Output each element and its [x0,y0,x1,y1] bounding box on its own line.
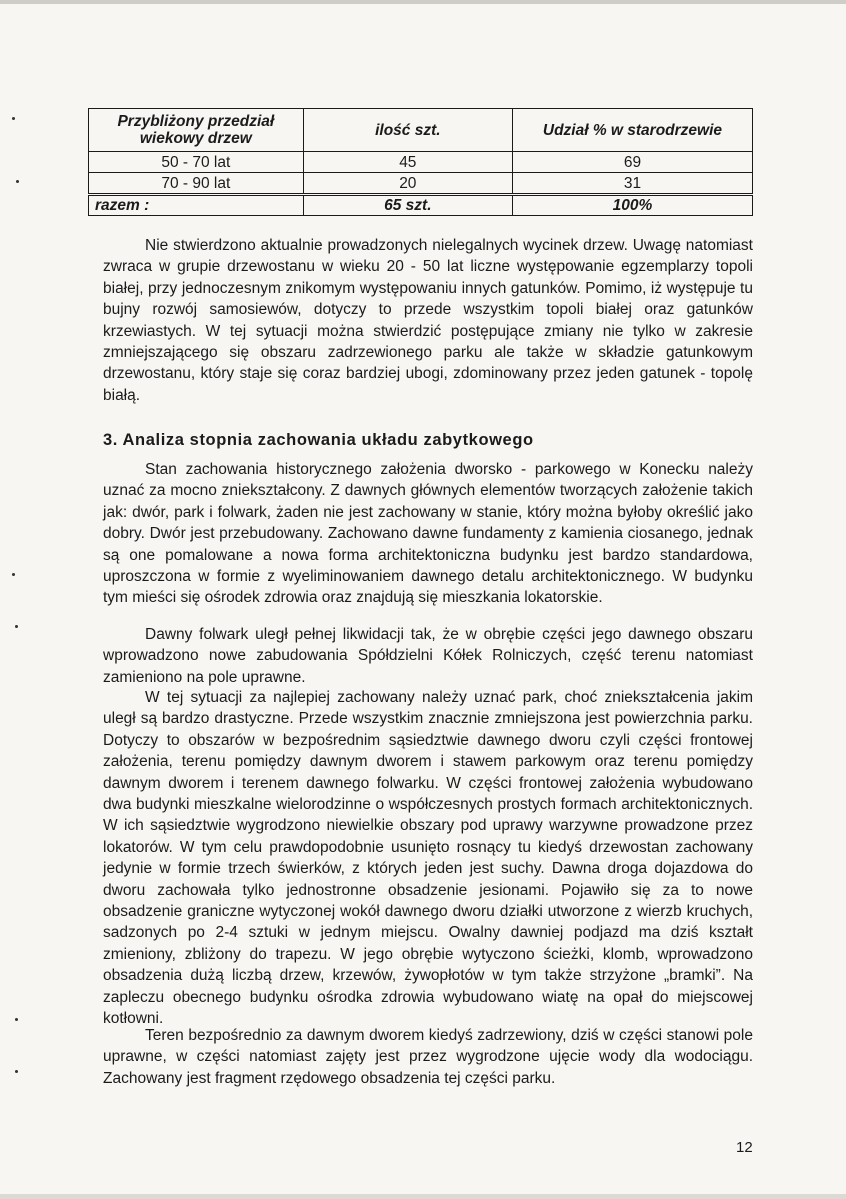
header-quantity: ilość szt. [303,109,512,152]
paragraph-text: Nie stwierdzono aktualnie prowadzonych nielegalnych wycinek drzew. Uwagę natomiast zwraca w grupie drzewostanu w wieku 20 - 50 lat liczne występowanie egzemplarzy topoli białej, przy jednoczesnym znikomym występowaniu innych gatunków. Pomimo, iż występuje tu bujny rozwój samosiewów, dotyczy to przede wszystkim topoli białej oraz gatunków krzewiastych. W tej sytuacji można stwierdzić postępujące zmiany nie tylko w zakresie zmniejszającego się obszaru zadrzewionego parku ale także w składzie gatunkowym drzewostanu, który staje się coraz bardziej ubogi, zdominowany przez jeden gatunek - topolę białą. [103,237,753,404]
cell-age-range: 70 - 90 lat [89,173,304,195]
paragraph-text: Stan zachowania historycznego założenia dworsko - parkowego w Konecku należy uznać za mocno zniekształcony. Z dawnych głównych elementów tworzących założenie takich jak: dwór, park i folwark, żaden nie jest zachowany w stanie, który można byłoby określić jako dobry. Dwór jest przebudowany. Zachowano dawne fundamenty z kamienia ciosanego, jednak są one pomalowane a nowa forma architektoniczna budynku jest bardzo standardowa, uproszczona w formie z wyeliminowaniem dawnego detalu architektonicznego. W budynku tym mieści się ośrodek zdrowia oraz znajdują się mieszkania lokatorskie. [103,461,753,607]
margin-dot [15,1018,18,1021]
margin-dot [12,573,15,576]
cell-share: 31 [512,173,752,195]
margin-dot [15,625,18,628]
page-number: 12 [736,1139,753,1156]
table-row [89,173,753,195]
margin-dot [12,117,15,120]
table-header-row [89,109,753,152]
paragraph [103,687,753,1030]
margin-dot [15,1070,18,1073]
page-bottom-edge [0,1194,846,1199]
paragraph-text: Dawny folwark uległ pełnej likwidacji tak, że w obrębie części jego dawnego obszaru wprowadzono nowe zabudowania Spółdzielni Kółek Rolniczych, część terenu natomiast zamieniono na pole uprawne. [103,626,753,686]
cell-quantity: 45 [303,152,512,173]
paragraph-text: Teren bezpośrednio za dawnym dworem kiedyś zadrzewiony, dziś w części stanowi pole uprawne, w części natomiast zajęty jest przez wygrodzone ujęcie wody dla wodociągu. Zachowany jest fragment rzędowego obsadzenia tej części parku. [103,1027,753,1087]
section-heading: 3. Analiza stopnia zachowania układu zabytkowego [103,431,534,449]
total-share: 100% [512,195,752,216]
cell-quantity: 20 [303,173,512,195]
paragraph-text: W tej sytuacji za najlepiej zachowany należy uznać park, choć zniekształcenia jakim uległ są bardzo drastyczne. Przede wszystkim znacznie zmniejszona jest powierzchnia parku. Dotyczy to obszarów w bezpośrednim sąsiedztwie dawnego dworu czyli części frontowej założenia, terenu pomiędzy dawnym dworem i stawem parkowym oraz terenu pomiędzy dawnym dworem i terenem dawnego folwarku. W części frontowej założenia wybudowano dwa budynki mieszkalne wielorodzinne o współczesnych prostych formach architektonicznych. W ich sąsiedztwie wygrodzono niewielkie obszary pod uprawy warzywne prowadzone przez lokatorów. W tym celu prawdopodobnie usunięto rosnący tu kiedyś drzewostan zachowany jedynie w formie trzech świerków, z których jeden jest suchy. Dawna droga dojazdowa do dworu zachowała tylko jednostronne obsadzenie jesionami. Pojawiło się za to nowe obsadzenie graniczne wytyczonej wokół dawnego dworu działki utworzone z wierzb kruchych, sadzonych po 2-4 sztuki w jednym miejscu. Owalny dawniej podjazd ma dziś kształt zmieniony, zbliżony do trapezu. W jego obrębie wytyczono ścieżki, klomb, wprowadzono obsadzenia dużą liczbą drzew, krzewów, żywopłotów w tym także strzyżone „bramki”. Na zapleczu obecnego budynku ośrodka zdrowia wybudowano wiatę na opał do miejscowej kotłowni. [103,689,753,1028]
table-total-row [89,195,753,216]
page-top-edge [0,0,846,4]
table-row [89,152,753,173]
total-label: razem : [89,195,304,216]
header-share: Udział % w starodrzewie [512,109,752,152]
total-quantity: 65 szt. [303,195,512,216]
tree-age-table [88,108,753,216]
paragraph [103,235,753,406]
paragraph [103,1025,753,1089]
paragraph [103,624,753,688]
cell-age-range: 50 - 70 lat [89,152,304,173]
margin-dot [16,180,19,183]
header-age-range: Przybliżony przedział wiekowy drzew [89,109,304,152]
paragraph [103,459,753,609]
cell-share: 69 [512,152,752,173]
